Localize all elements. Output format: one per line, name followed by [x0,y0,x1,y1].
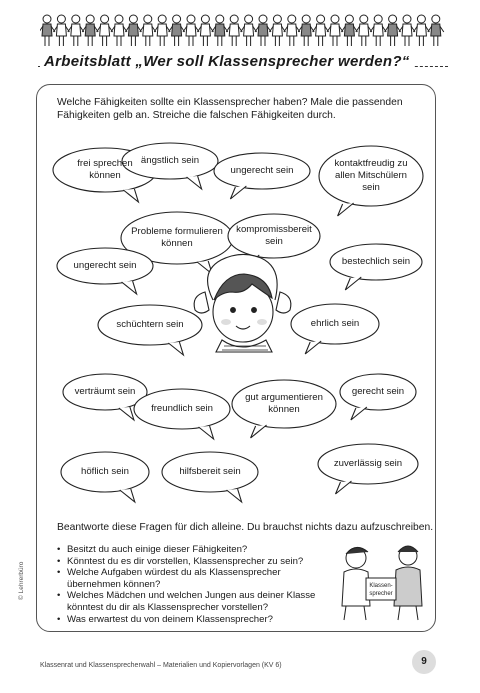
bubble-text: bestechlich sein [341,256,411,267]
question-item: • Besitzt du auch einige dieser Fähigkeiten? [57,544,317,556]
speech-bubble-tail [338,203,354,216]
speech-bubble-tail [305,341,321,354]
speech-bubble-tail [187,176,202,189]
bubble-text: frei sprechen können [77,158,133,181]
bubble-text: höflich sein [81,466,129,477]
page-number: 9 [412,650,436,674]
speech-bubble-tail [120,489,135,502]
bubble-text: ängstlich sein [140,155,200,166]
bubble-text: kompromissbereit sein [236,224,312,247]
children-with-sign-illustration [330,542,430,622]
speech-bubble-tail [123,189,138,202]
question-item: • Welches Mädchen und welchen Jungen aus deiner Klasse könntest du dir als Klassensprecher vorstellen? [57,590,317,613]
speech-bubble-tail [351,407,367,420]
bubble-text: kontaktfreudig zu allen Mitschülern sein [334,158,408,193]
bubble-text: verträumt sein [74,386,136,397]
speech-bubble-tail [230,186,246,199]
sign-text-line1: Klassen- [369,583,393,589]
question-list [57,544,317,625]
speech-bubble-tail [168,342,183,355]
bubble-text: ungerecht sein [73,260,137,271]
speech-bubble-tail [122,281,137,294]
bubble-text: gerecht sein [351,386,405,397]
question-item: • Welche Aufgaben würdest du als Klassensprecher übernehmen können? [57,567,317,590]
speech-bubble-tail [251,425,267,438]
bubble-text: freundlich sein [151,403,213,414]
question-item: • Was erwartest du von deinem Klassensprecher? [57,614,317,626]
page-title: Arbeitsblatt „Wer soll Klassensprecher werden?“ [40,53,414,70]
bubble-text: schüchtern sein [116,319,184,330]
copyright-note: © Lehrerbüro [18,561,25,600]
question-item: • Könntest du es dir vorstellen, Klassensprecher zu sein? [57,556,317,568]
speech-bubble-tail [336,481,352,494]
bubble-text: zuverlässig sein [333,458,403,469]
speech-bubble-tail [199,426,214,439]
bubble-text: ehrlich sein [310,318,360,329]
questions-intro: Beantworte diese Fragen für dich alleine. Du brauchst nichts dazu aufzuschreiben. [57,522,434,533]
bubble-text: gut argumentieren können [245,392,323,415]
speech-bubble-tail [227,489,242,502]
sign-text-line2: sprecher [369,591,393,597]
speech-bubble-tail [345,277,361,290]
bubble-text: Probleme formulieren können [131,226,223,249]
instruction-text: Welche Fähigkeiten sollte ein Klassensprecher haben? Male die passenden Fähigkeiten gelb an. Streiche die falschen Fähigkeiten durch. [57,97,403,121]
footer-text: Klassenrat und Klassensprecherwahl – Materialien und Kopiervorlagen (KV 6) [40,662,282,669]
bubble-text: hilfsbereit sein [179,466,241,477]
speech-bubble-tail [119,407,134,420]
bubble-text: ungerecht sein [230,165,294,176]
